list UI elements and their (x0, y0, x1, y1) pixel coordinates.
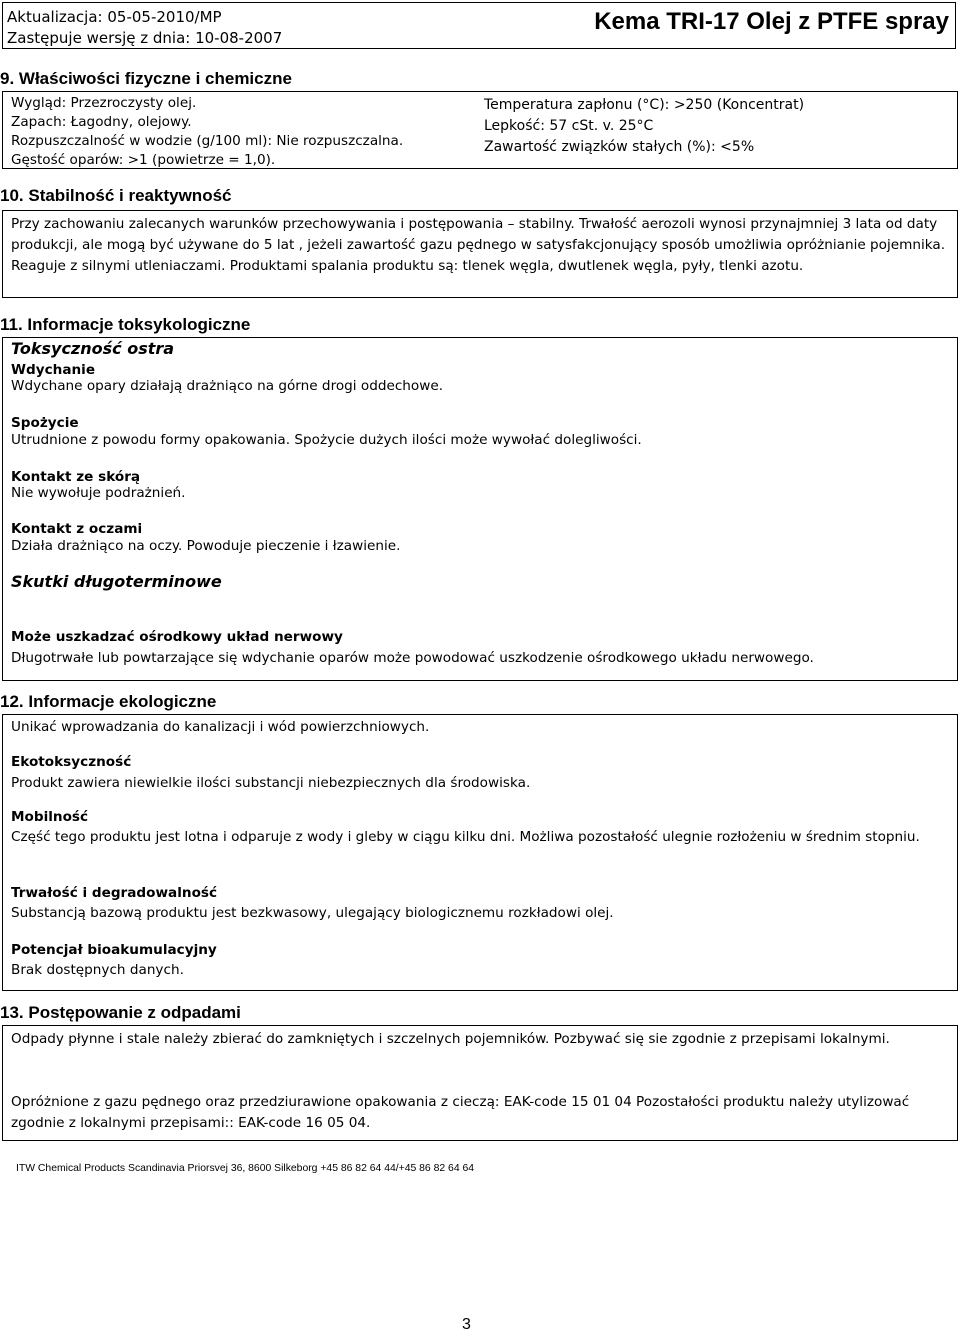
skin-contact-text: Nie wywołuje podrażnień. (11, 485, 186, 501)
product-name: Kema TRI-17 Olej z PTFE spray (594, 8, 949, 35)
reactivity-statement: Reaguje z silnymi utleniaczami. (11, 258, 226, 274)
section-13-box (2, 1025, 958, 1141)
section-11-box (2, 337, 958, 681)
prop-viscosity: Lepkość: 57 cSt. v. 25°C (484, 118, 654, 134)
aerosol-shelf-life: Trwałość aerozoli wynosi przynajmniej 3 lata od daty produkcji, ale mogą być używane do 5 lat , jeżeli zawartość gazu pędnego w satysfakcjonujący sposób umożliwia opróżnianie pojemnika. (11, 216, 946, 253)
physical-props-left (11, 94, 403, 170)
company-footer: ITW Chemical Products Scandinavia Priorsvej 36, 8600 Silkeborg +45 86 82 64 44/+45 86 82 64 64 (16, 1163, 475, 1174)
ingestion-text: Utrudnione z powodu formy opakowania. Spożycie dużych ilości może wywołać dolegliwości. (11, 432, 642, 448)
eco-intro-text: Unikać wprowadzania do kanalizacji i wód powierzchniowych. (11, 719, 430, 735)
eye-contact-heading: Kontakt z oczami (11, 521, 143, 537)
page-number: 3 (462, 1316, 471, 1333)
waste-packaging-text: Opróżnione z gazu pędnego oraz przedziurawione opakowania z cieczą: EAK-code 15 01 04 Pozostałości produktu należy utylizować zgodnie z lokalnymi przepisami:: EAK-code 16 05 04. (11, 1094, 910, 1131)
section-10-title: 10. Stabilność i reaktywność (0, 186, 232, 205)
ecotoxicity-text: Produkt zawiera niewielkie ilości substancji niebezpiecznych dla środowiska. (11, 775, 531, 791)
section-12-title: 12. Informacje ekologiczne (0, 692, 217, 711)
document-header (2, 2, 956, 49)
mobility-heading: Mobilność (11, 809, 89, 825)
waste-liquid-text: Odpady płynne i stale należy zbierać do zamkniętych i szczelnych pojemników. Pozbywać się sie zgodnie z przepisami lokalnymi. (11, 1031, 890, 1047)
section-10-box (2, 210, 958, 298)
cns-text: Długotrwałe lub powtarzające się wdychanie oparów może powodować uszkodzenie ośrodkowego układu nerwowego. (11, 650, 814, 666)
skin-contact-heading: Kontakt ze skórą (11, 469, 141, 485)
inhalation-heading: Wdychanie (11, 362, 96, 378)
section-13-title: 13. Postępowanie z odpadami (0, 1003, 241, 1022)
replaces-date: Zastępuje wersję z dnia: 10-08-2007 (7, 29, 283, 47)
prop-vapor-density: Gęstość oparów: >1 (powietrze = 1,0). (11, 152, 276, 168)
chronic-effects-heading: Skutki długoterminowe (11, 572, 222, 591)
header-version-info (7, 7, 282, 49)
bioaccumulation-heading: Potencjał bioakumulacyjny (11, 942, 217, 958)
prop-flash-point: Temperatura zapłonu (°C): >250 (Koncentrat) (484, 97, 805, 113)
stability-statement: Przy zachowaniu zalecanych warunków przechowywania i postępowania – stabilny. (11, 216, 575, 232)
degradability-text: Substancją bazową produktu jest bezkwasowy, ulegający biologicznemu rozkładowi olej. (11, 905, 614, 921)
cns-heading: Może uszkadzać ośrodkowy układ nerwowy (11, 629, 343, 645)
prop-solubility: Rozpuszczalność w wodzie (g/100 ml): Nie rozpuszczalna. (11, 133, 404, 149)
inhalation-text: Wdychane opary działają drażniąco na górne drogi oddechowe. (11, 378, 444, 394)
update-date: Aktualizacja: 05-05-2010/MP (7, 8, 222, 26)
physical-props-right (484, 95, 804, 158)
section-9-title: 9. Właściwości fizyczne i chemiczne (0, 69, 292, 88)
prop-odor: Zapach: Łagodny, olejowy. (11, 114, 192, 130)
section-9-box (2, 91, 958, 169)
degradability-heading: Trwałość i degradowalność (11, 885, 218, 901)
bioaccumulation-text: Brak dostępnych danych. (11, 962, 184, 978)
ecotoxicity-heading: Ekotoksyczność (11, 754, 132, 770)
ingestion-heading: Spożycie (11, 415, 79, 431)
mobility-text: Część tego produktu jest lotna i odparuje z wody i gleby w ciągu kilku dni. Możliwa pozostałość ulegnie rozłożeniu w średnim stopniu. (11, 829, 920, 845)
section-12-box (2, 714, 958, 991)
section-11-title: 11. Informacje toksykologiczne (0, 315, 251, 334)
combustion-products: Produktami spalania produktu są: tlenek węgla, dwutlenek węgla, pyły, tlenki azotu. (229, 258, 804, 274)
stability-text (11, 214, 951, 277)
acute-toxicity-heading: Toksyczność ostra (11, 339, 175, 358)
prop-solids-content: Zawartość związków stałych (%): <5% (484, 139, 755, 155)
prop-appearance: Wygląd: Przezroczysty olej. (11, 95, 197, 111)
eye-contact-text: Działa drażniąco na oczy. Powoduje pieczenie i łzawienie. (11, 538, 401, 554)
